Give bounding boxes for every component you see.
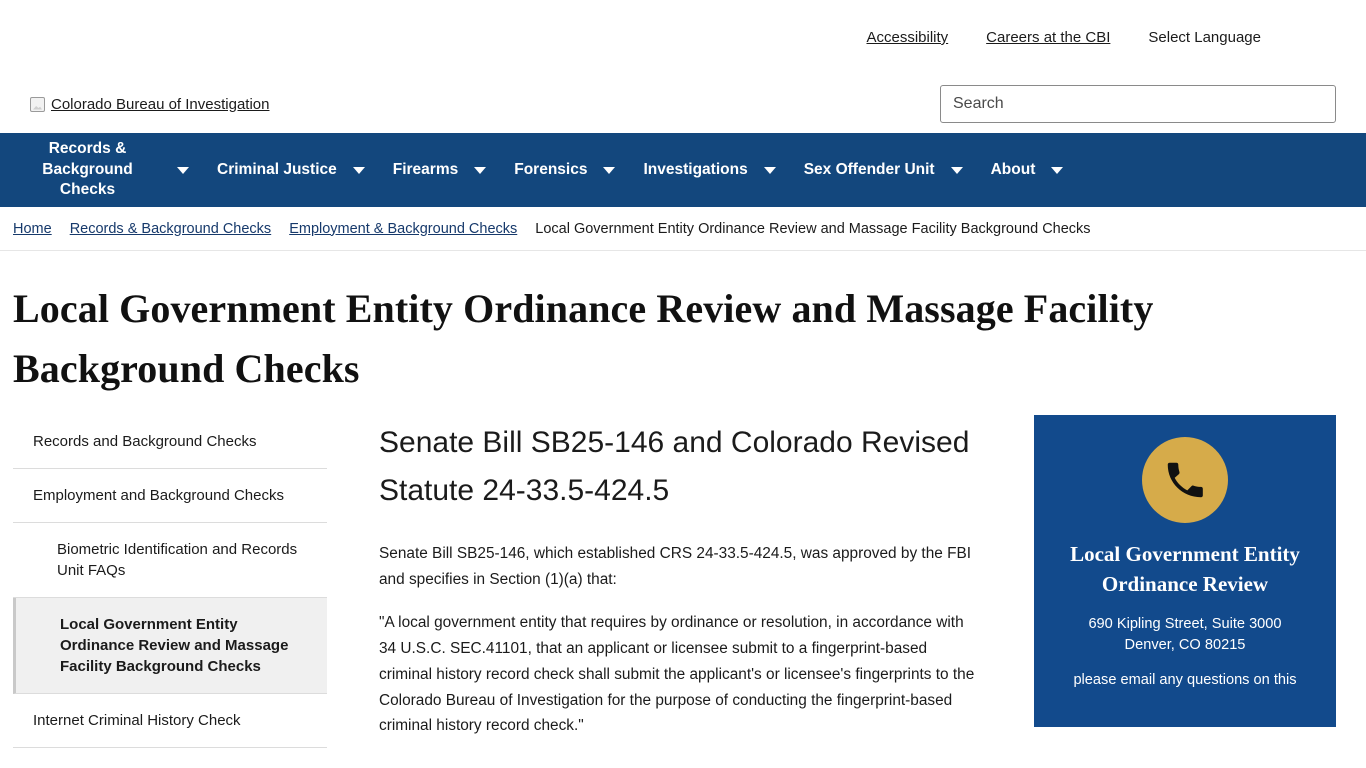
accessibility-link[interactable]: Accessibility (866, 29, 949, 46)
sidebar-item-records-and-background-checks[interactable]: Records and Background Checks (13, 415, 327, 469)
main-content (379, 415, 982, 757)
nav-label: Sex Offender Unit (803, 160, 935, 178)
breadcrumb (0, 207, 1366, 251)
nav-label: Records & Background Checks (42, 139, 133, 199)
nav-item-forensics[interactable] (500, 133, 629, 207)
broken-image-icon (30, 97, 45, 112)
nav-label: Firearms (392, 160, 459, 178)
sidebar-item-internet-criminal-history-check[interactable]: Internet Criminal History Check (13, 694, 327, 748)
nav-label: Investigations (643, 160, 748, 178)
sidebar-item-local-government-entity-ordinance-review[interactable]: Local Government Entity Ordinance Review and Massage Facility Background Checks (13, 598, 327, 694)
promo-note: please email any questions on this (1073, 672, 1297, 689)
breadcrumb-item-employment-background-checks[interactable]: Employment & Background Checks (289, 220, 518, 237)
chevron-down-icon[interactable] (949, 167, 977, 174)
nav-item-firearms[interactable] (379, 133, 500, 207)
careers-link[interactable]: Careers at the CBI (986, 29, 1111, 46)
sidebar-item-biometric-identification-faqs[interactable]: Biometric Identification and Records Unit FAQs (13, 523, 327, 598)
language-selector[interactable]: Select Language (1148, 29, 1261, 46)
phone-icon (1142, 437, 1228, 523)
promo-address (1052, 614, 1318, 656)
chevron-down-icon[interactable] (762, 167, 790, 174)
nav-item-criminal-justice[interactable] (203, 133, 379, 207)
chevron-down-icon[interactable] (1049, 167, 1077, 174)
utility-bar (0, 0, 1366, 75)
nav-label: Forensics (514, 160, 588, 178)
nav-item-investigations[interactable] (629, 133, 789, 207)
content-paragraph-1: Senate Bill SB25-146, which established CRS 24-33.5-424.5, was approved by the FBI and specifies in Section (1)(a) that: (379, 545, 972, 588)
brand-row (0, 75, 1366, 133)
nav-item-records-background-checks[interactable] (0, 133, 203, 207)
content-heading: Senate Bill SB25-146 and Colorado Revised Statute 24-33.5-424.5 (379, 426, 970, 507)
promo-title: Local Government Entity Ordinance Review (1070, 542, 1300, 597)
page-body (0, 407, 1366, 757)
nav-item-sex-offender-unit[interactable] (790, 133, 977, 207)
chevron-down-icon[interactable] (601, 167, 629, 174)
search-input[interactable] (940, 85, 1336, 123)
chevron-down-icon[interactable] (351, 167, 379, 174)
chevron-down-icon[interactable] (472, 167, 500, 174)
sidebar (13, 415, 327, 748)
main-navigation (0, 133, 1366, 207)
nav-label: About (990, 160, 1036, 178)
breadcrumb-item-records-background-checks[interactable]: Records & Background Checks (69, 220, 272, 237)
breadcrumb-item-home[interactable]: Home (13, 220, 52, 237)
nav-label: Criminal Justice (217, 160, 337, 178)
site-logo[interactable] (30, 96, 269, 113)
content-paragraph-2: "A local government entity that requires by ordinance or resolution, in accordance with 34 U.S.C. SEC.41101, that an applicant or licensee submit to a fingerprint-based criminal history record check shall submit the applicant's or licensee's fingerprints to the Colorado Bureau of Investigation for the purpose of conducting the fingerprint-based criminal history record check." (379, 614, 975, 735)
promo-card (1034, 415, 1336, 727)
promo-address-line-2: Denver, CO 80215 (1124, 637, 1246, 654)
site-logo-alt-text: Colorado Bureau of Investigation (51, 95, 270, 113)
nav-item-about[interactable] (977, 133, 1078, 207)
promo-address-line-1: 690 Kipling Street, Suite 3000 (1088, 615, 1282, 632)
page-title: Local Government Entity Ordinance Review and Massage Facility Background Checks (13, 286, 1154, 391)
breadcrumb-item-current: Local Government Entity Ordinance Review and Massage Facility Background Checks (535, 220, 1091, 237)
sidebar-item-employment-and-background-checks[interactable]: Employment and Background Checks (13, 469, 327, 523)
chevron-down-icon[interactable] (175, 167, 203, 174)
